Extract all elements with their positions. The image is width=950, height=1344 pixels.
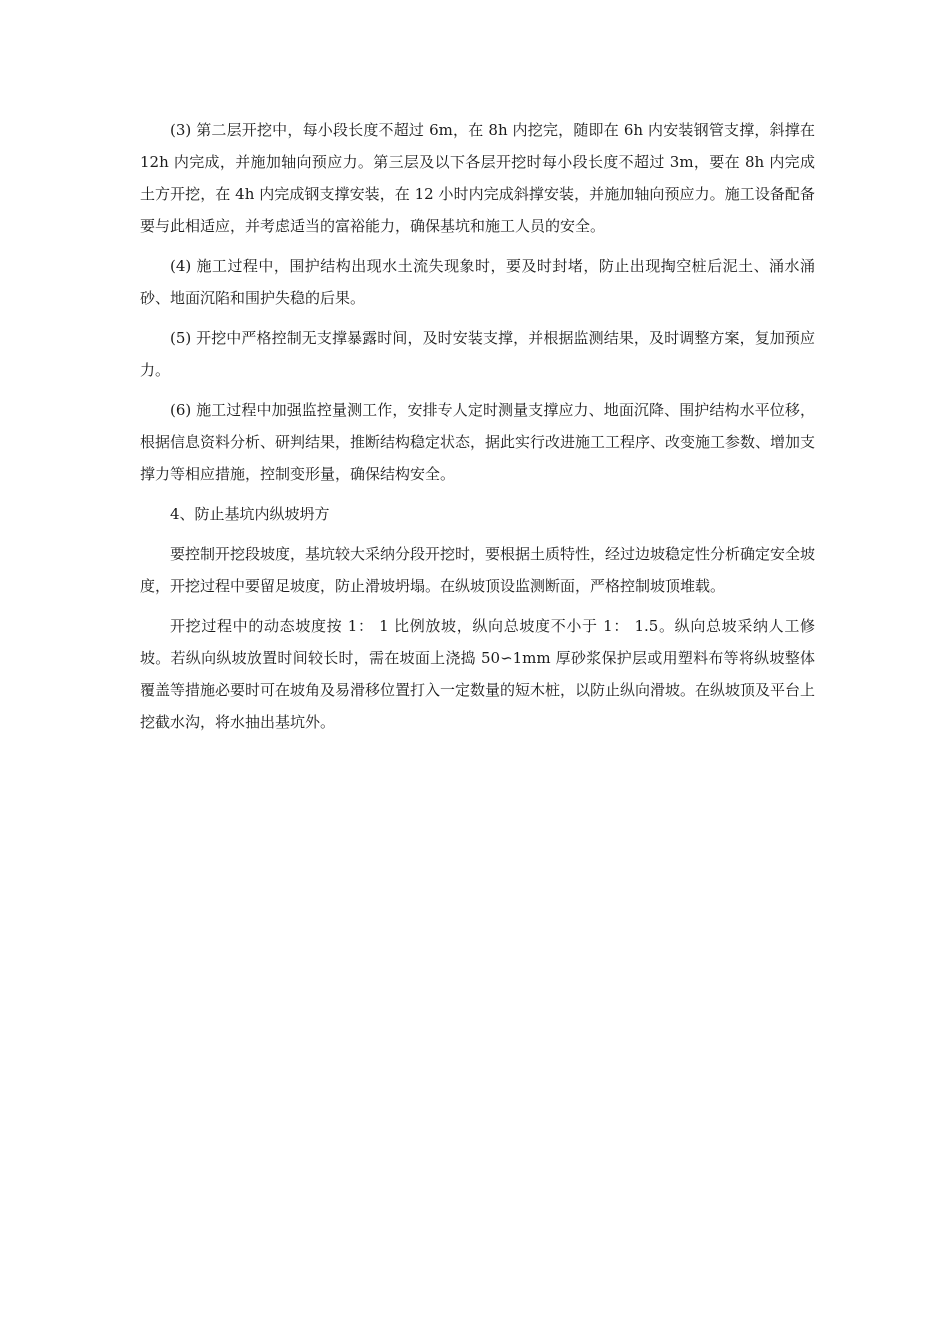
paragraph-dynamic-slope: 开挖过程中的动态坡度按 1： 1 比例放坡，纵向总坡度不小于 1： 1.5。纵向总坡采纳人工修坡。若纵向纵坡放置时间较长时，需在坡面上浇捣 50∽1mm 厚砂浆保护层或用塑料布等将纵坡整体覆盖等措施必要时可在坡角及易滑移位置打入一定数量的短木桩，以防止纵向滑坡。在纵坡顶及平台上挖截水沟，将水抽出基坑外。: [140, 617, 816, 731]
paragraph-item-4: (4) 施工过程中，围护结构出现水土流失现象时，要及时封堵，防止出现掏空桩后泥土、涌水涌砂、地面沉陷和围护失稳的后果。: [140, 257, 815, 307]
paragraph-item-6: (6) 施工过程中加强监控量测工作，安排专人定时测量支撑应力、地面沉降、围护结构水平位移，根据信息资料分析、研判结果，推断结构稳定状态，据此实行改进施工工程序、改变施工参数、增加支撑力等相应措施，控制变形量，确保结构安全。: [140, 401, 816, 483]
paragraph-item-5: (5) 开挖中严格控制无支撑暴露时间，及时安装支撑，并根据监测结果，及时调整方案，复加预应力。: [140, 329, 815, 379]
paragraph-slope-control: 要控制开挖段坡度，基坑较大采纳分段开挖时，要根据土质特性，经过边坡稳定性分析确定安全坡度，开挖过程中要留足坡度，防止滑坡坍塌。在纵坡顶设监测断面，严格控制坡顶堆载。: [140, 545, 816, 595]
paragraph-item-3: (3) 第二层开挖中，每小段长度不超过 6m，在 8h 内挖完，随即在 6h 内安装钢管支撑，斜撑在 12h 内完成，并施加轴向预应力。第三层及以下各层开挖时每小段长度不超过 3m，要在 8h 内完成土方开挖，在 4h 内完成钢支撑安装，在 12 小时内完成斜撑安装，并施加轴向预应力。施工设备配备要与此相适应，并考虑适当的富裕能力，确保基坑和施工人员的安全。: [140, 121, 815, 235]
document-body: [140, 114, 815, 746]
section-heading: 4、防止基坑内纵坡坍方: [170, 505, 330, 523]
